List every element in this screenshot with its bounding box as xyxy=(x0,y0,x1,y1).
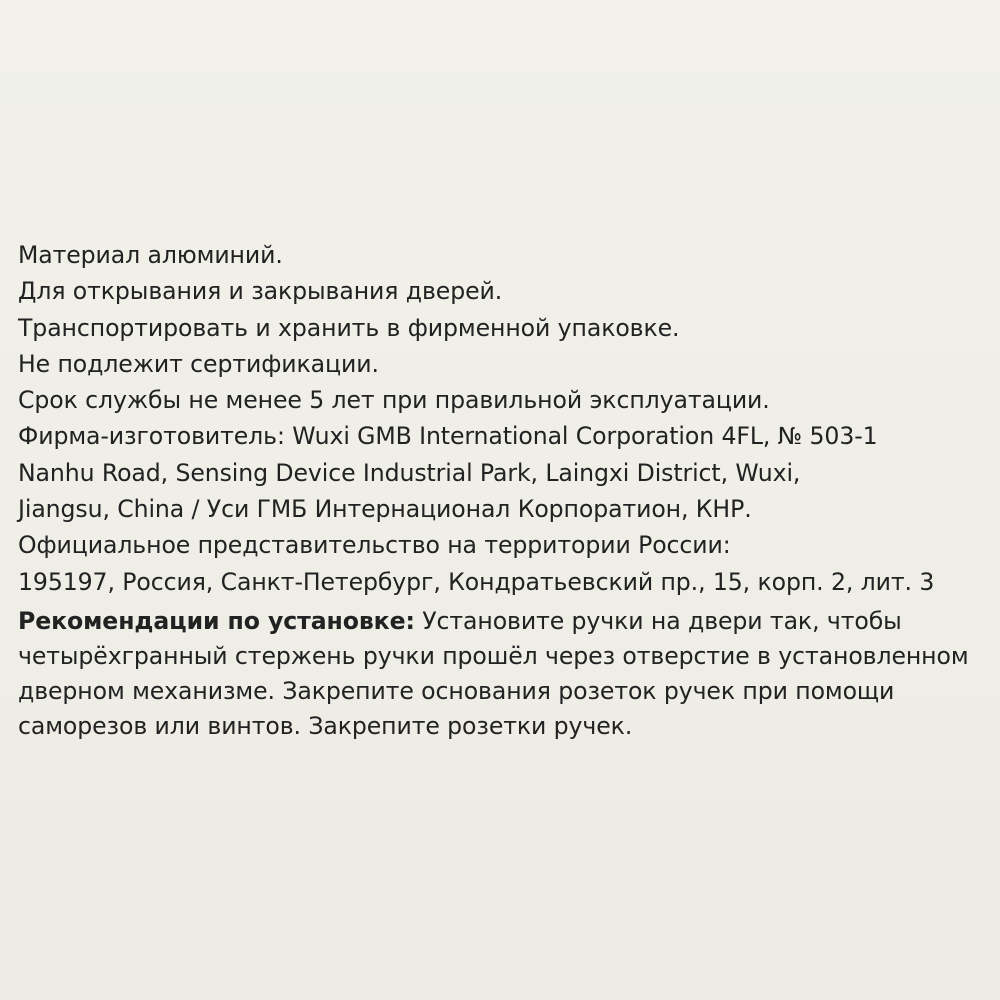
spec-manufacturer-country: Jiangsu, China / Уси ГМБ Интернационал Корпоратион, КНР. xyxy=(18,495,752,524)
spec-manufacturer-address: Nanhu Road, Sensing Device Industrial Park, Laingxi District, Wuxi, xyxy=(18,458,801,487)
spec-service-life: Срок службы не менее 5 лет при правильной эксплуатации. xyxy=(18,386,770,415)
product-specifications xyxy=(18,237,993,600)
spec-material: Материал алюминий. xyxy=(18,241,283,269)
installation-text-line: саморезов или винтов. Закрепите розетки ручек. xyxy=(18,712,633,740)
spec-manufacturer: Фирма-изготовитель: Wuxi GMB International Corporation 4FL, № 503-1 xyxy=(18,422,878,451)
spec-storage: Транспортировать и хранить в фирменной упаковке. xyxy=(18,313,680,342)
installation-recommendations xyxy=(18,604,993,744)
installation-text-line: четырёхгранный стержень ручки прошёл через отверстие в установленном xyxy=(18,642,969,670)
spec-certification: Не подлежит сертификации. xyxy=(18,349,379,378)
spec-purpose: Для открывания и закрывания дверей. xyxy=(18,277,503,306)
installation-text-line: дверном механизме. Закрепите основания розеток ручек при помощи xyxy=(18,677,895,705)
installation-text-start: Установите ручки на двери так, чтобы xyxy=(414,607,902,635)
spec-representative-address: 195197, Россия, Санкт-Петербург, Кондратьевский пр., 15, корп. 2, лит. 3 xyxy=(18,567,935,596)
installation-heading: Рекомендации по установке: xyxy=(18,607,415,635)
spec-representative-title: Официальное представительство на территории России: xyxy=(18,531,731,560)
installation-first-line xyxy=(18,604,993,639)
